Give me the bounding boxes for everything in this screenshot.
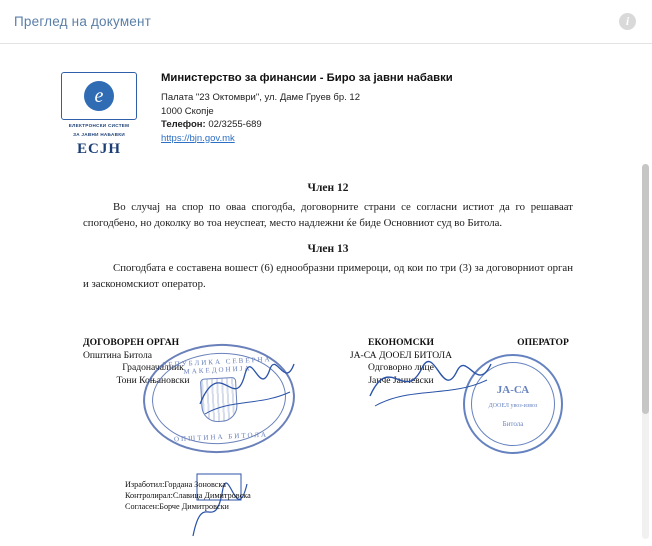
signature-column-contracting-authority (83, 337, 273, 387)
document-body (83, 182, 573, 304)
phone-value: 02/3255-689 (208, 119, 262, 130)
logo-caption-line1: ЕЛЕКТРОНСКИ СИСТЕМ (68, 123, 130, 128)
signature-heading: ДОГОВОРЕН ОРГАН (83, 337, 180, 348)
stamp-top-text: РЕПУБЛИКА СЕВЕРНА МАКЕДОНИЈА (162, 355, 272, 376)
organization-phone (161, 118, 591, 132)
signature-column-economic-operator (321, 337, 481, 387)
document-scroll-area[interactable] (0, 44, 652, 511)
signature-line: ЈА-СА ДООЕЛ БИТОЛА (349, 349, 453, 361)
letterhead (51, 72, 596, 172)
signature-heading: ОПЕРАТОР (517, 337, 569, 348)
stamp-bottom-text: ОПШТИНА БИТОЛА (173, 430, 269, 444)
phone-label: Телефон: (161, 119, 206, 130)
stamp-company-city: Битола (502, 420, 524, 428)
signature-line: Тони Коњановски (116, 374, 190, 386)
signature-line: Градоначалник (122, 362, 184, 373)
signature-line: Одговорно лице (368, 362, 434, 373)
stamp-company-name: ЈА-СА (496, 384, 530, 396)
esjn-logo (51, 72, 147, 158)
logo-acronym: ЕСЈН (76, 141, 121, 157)
letterhead-text (161, 72, 591, 145)
organization-website-link[interactable]: https://bjn.gov.mk (161, 132, 235, 144)
article-heading: Член 12 (307, 182, 349, 194)
document-footer-names (125, 479, 251, 512)
logo-caption-line2: ЗА ЈАВНИ НАБАВКИ (73, 132, 125, 137)
footer-line: Изработил:Гордана Зоновска (125, 480, 226, 489)
organization-address: Палата "23 Октомври", ул. Даме Груев бр. 12 (161, 92, 360, 103)
logo-mark: e (84, 81, 114, 111)
footer-line: Согласен:Борче Димитровски (125, 502, 229, 511)
organization-title: Министерство за финансии - Биро за јавни набавки (161, 72, 453, 84)
viewer-header (0, 0, 652, 44)
signature-column-operator (488, 337, 598, 350)
article-paragraph: Спогодбата е составена вошест (6) еднообразни примероци, од кои по три (3) за договорниот орган и заскономскиот оператор. (83, 262, 573, 290)
document-page (35, 54, 615, 511)
footer-line: Контролирал:Славица Димитровска (125, 491, 251, 500)
article-heading: Член 13 (307, 243, 349, 255)
signature-heading: ЕКОНОМСКИ (368, 337, 434, 348)
article-paragraph: Во случај на спор по оваа спогодба, договорните страни се согласни истиот да го решаваат спогодбено, но доколку во тоа неуспеат, место надлежни ќе биде Основниот суд во Битола. (83, 201, 573, 229)
organization-city: 1000 Скопје (161, 105, 214, 117)
info-icon[interactable]: i (619, 13, 636, 30)
scrollbar-track[interactable] (642, 164, 649, 539)
scrollbar-thumb[interactable] (642, 164, 649, 414)
signature-line: Јанче Јанчевски (368, 374, 434, 386)
logo-badge-icon (61, 72, 137, 120)
page-title: Преглед на документ (14, 14, 152, 29)
stamp-company-sub1: ДООЕЛ увоз-извоз (488, 403, 538, 409)
signature-line: Општина Битола (83, 349, 152, 361)
